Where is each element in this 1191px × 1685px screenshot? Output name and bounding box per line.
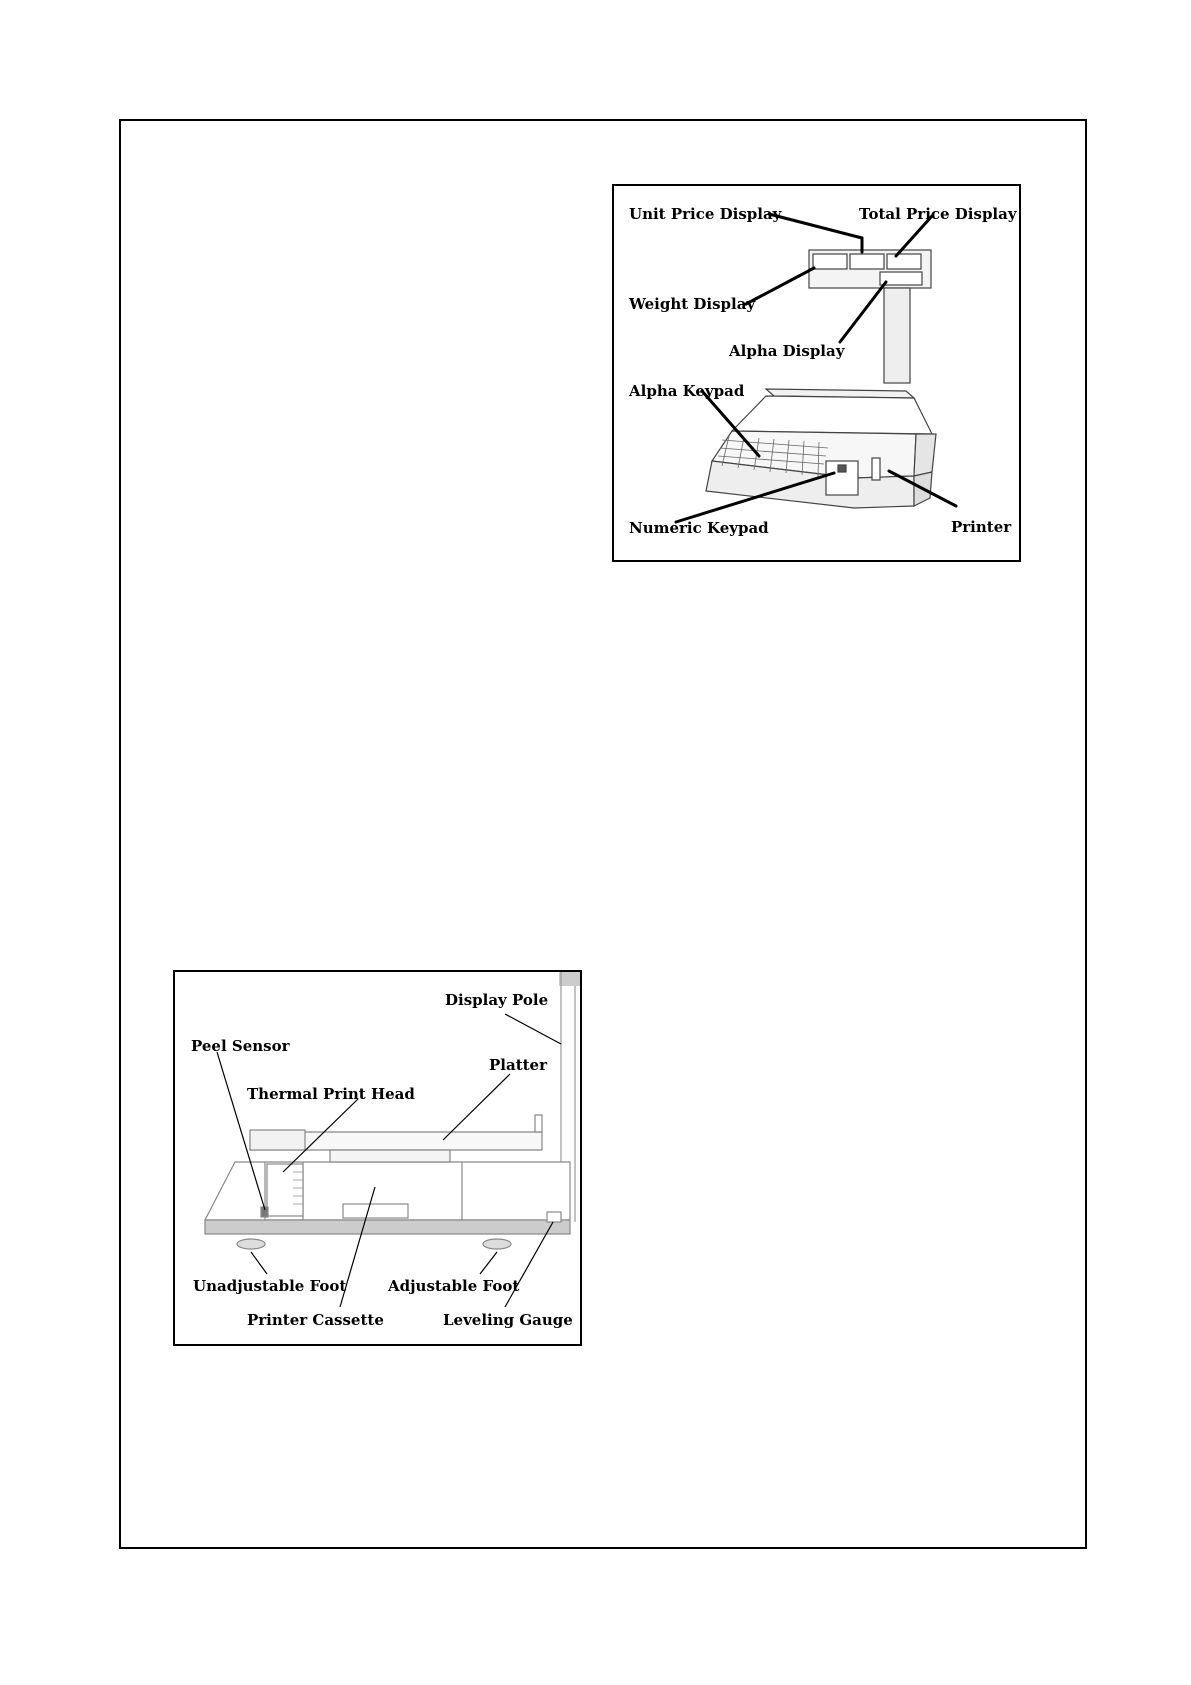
platter-label: Platter xyxy=(489,1056,548,1074)
numeric-keypad-label: Numeric Keypad xyxy=(629,519,769,537)
scale-side-figure xyxy=(173,970,582,1346)
alpha-display-label: Alpha Display xyxy=(729,342,845,360)
scale-front-illustration xyxy=(614,186,1021,562)
unit-price-display-label: Unit Price Display xyxy=(629,205,782,223)
adjustable-foot-label: Adjustable Foot xyxy=(388,1277,520,1295)
leveling-gauge-label: Leveling Gauge xyxy=(443,1311,573,1329)
peel-sensor-label: Peel Sensor xyxy=(191,1037,290,1055)
alpha-keypad-label: Alpha Keypad xyxy=(629,382,745,400)
printer-cassette-label: Printer Cassette xyxy=(247,1311,384,1329)
thermal-print-head-label: Thermal Print Head xyxy=(247,1085,415,1103)
total-price-display-label: Total Price Display xyxy=(859,205,1017,223)
pole-top-shade xyxy=(559,972,582,986)
weight-display-label: Weight Display xyxy=(629,295,756,313)
display-pole-label: Display Pole xyxy=(445,991,549,1009)
unadjustable-foot-label: Unadjustable Foot xyxy=(193,1277,347,1295)
scale-front-figure xyxy=(612,184,1021,562)
printer-label: Printer xyxy=(951,518,1012,536)
scale-side-illustration xyxy=(175,972,582,1346)
